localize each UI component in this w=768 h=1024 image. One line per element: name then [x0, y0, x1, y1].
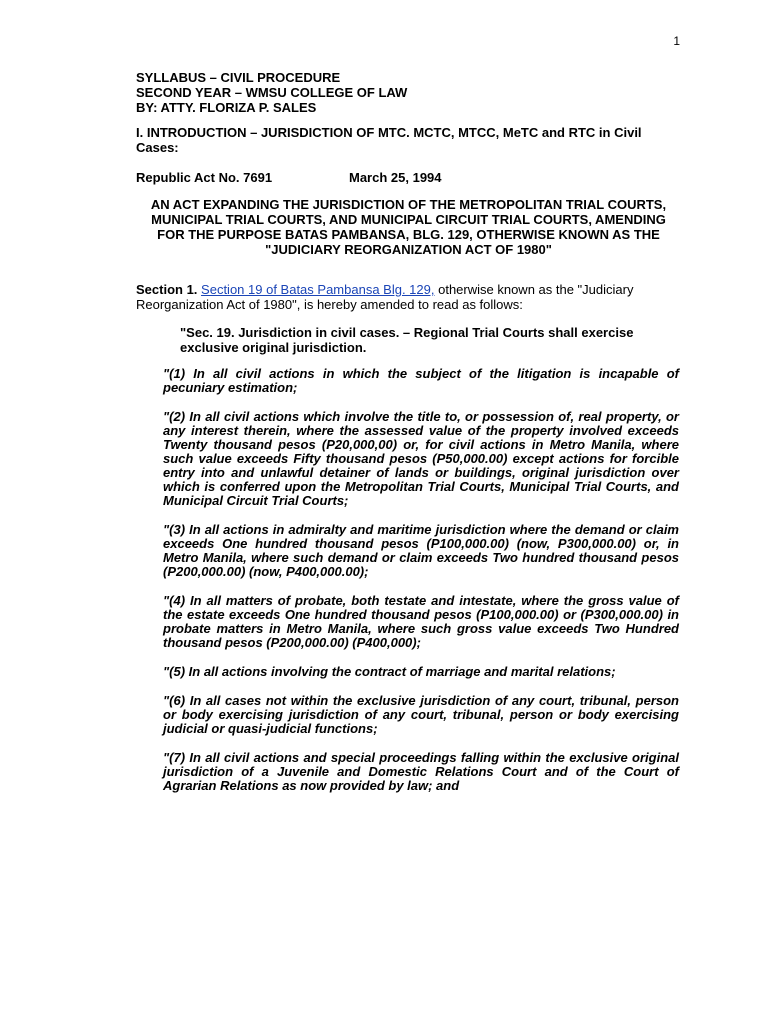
jurisdiction-item: "(2) In all civil actions which involve the title to, or possession of, real property, or any interest therein, where the assessed value of the property involved exceeds Twenty thousand pesos (P20,000,00) or, for civil actions in Metro Manila, where such value exceeds Fifty thousand pesos (P50,000.00) except actions for forcible entry into and unlawful detainer of lands or buildings, original jurisdiction over which is conferred upon the Metropolitan Trial Courts, Municipal Trial Courts, and Municipal Circuit Trial Courts;: [163, 409, 679, 508]
jurisdiction-item: "(4) In all matters of probate, both testate and intestate, where the gross value of the estate exceeds One hundred thousand pesos (P100,000.00) or (P300,000.00) in probate matters in Metro Manila, where such gross value exceeds Two Hundred thousand pesos (P200,000.00) (P400,000);: [163, 593, 679, 650]
act-number: Republic Act No. 7691: [136, 170, 273, 185]
header-line-school: SECOND YEAR – WMSU COLLEGE OF LAW: [136, 85, 408, 100]
sec19-heading: "Sec. 19. Jurisdiction in civil cases. – Regional Trial Courts shall exercise exclusive original jurisdiction.: [180, 325, 634, 355]
page-number: 1: [673, 34, 680, 48]
section-one-paragraph: [136, 282, 681, 312]
bp129-link[interactable]: Section 19 of Batas Pambansa Blg. 129,: [201, 282, 435, 297]
act-identifier: [136, 170, 681, 185]
header-line-author: BY: ATTY. FLORIZA P. SALES: [136, 100, 317, 115]
jurisdiction-item: "(6) In all cases not within the exclusive jurisdiction of any court, tribunal, person or body exercising jurisdiction of any court, tribunal, person or body exercising judicial or quasi-judicial functions;: [163, 693, 679, 736]
jurisdiction-item: "(7) In all civil actions and special proceedings falling within the exclusive original jurisdiction of a Juvenile and Domestic Relations Court and of the Court of Agrarian Relations as now provided by law; and: [163, 750, 679, 793]
section-one-text: otherwise known as the "Judiciary Reorganization Act of 1980", is hereby amended to read as follows:: [136, 282, 634, 312]
jurisdiction-paragraphs: [163, 367, 679, 808]
act-date: March 25, 1994: [349, 170, 442, 185]
syllabus-header: [136, 70, 681, 115]
act-title: AN ACT EXPANDING THE JURISDICTION OF THE METROPOLITAN TRIAL COURTS, MUNICIPAL TRIAL COURTS, AND MUNICIPAL CIRCUIT TRIAL COURTS, AMENDING FOR THE PURPOSE BATAS PAMBANSA, BLG. 129, OTHERWISE KNOWN AS THE "JUDICIARY REORGANIZATION ACT OF 1980": [150, 197, 667, 257]
section-one-label: Section 1.: [136, 282, 198, 297]
jurisdiction-item: "(3) In all actions in admiralty and maritime jurisdiction where the demand or claim exceeds One hundred thousand pesos (P100,000.00) (now, P300,000.00) or, in Metro Manila, where such demand or claim exceeds Two hundred thousand pesos (P200,000.00) (now, P400,000.00);: [163, 522, 679, 579]
section-heading: I. INTRODUCTION – JURISDICTION OF MTC. MCTC, MTCC, MeTC and RTC in Civil Cases:: [136, 125, 642, 155]
jurisdiction-item: "(5) In all actions involving the contract of marriage and marital relations;: [163, 664, 616, 679]
header-line-course: SYLLABUS – CIVIL PROCEDURE: [136, 70, 341, 85]
jurisdiction-item: "(1) In all civil actions in which the subject of the litigation is incapable of pecuniary estimation;: [163, 366, 679, 395]
